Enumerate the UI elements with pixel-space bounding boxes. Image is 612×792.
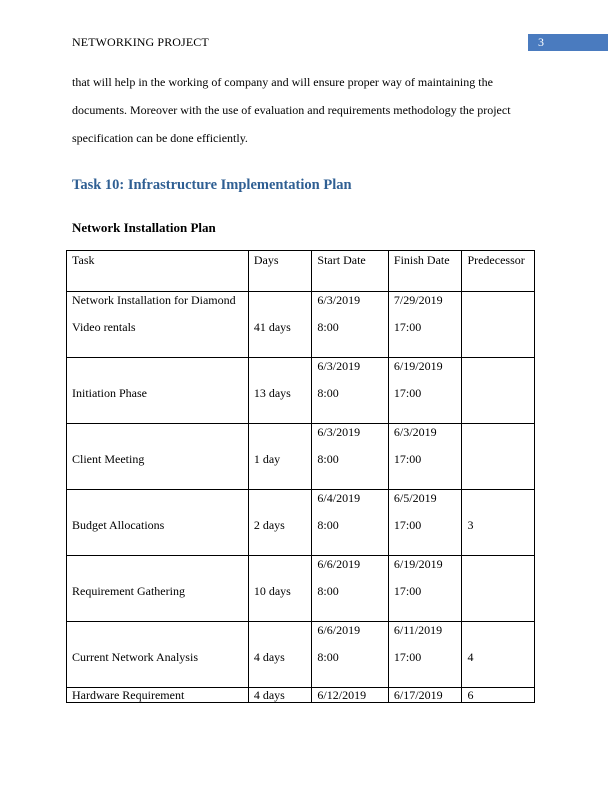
column-header [67,251,249,292]
predecessor-cell [462,424,535,490]
finish-date: 6/19/2019 [393,359,443,373]
days-text: 2 days [253,518,285,532]
finish-time: 17:00 [393,518,422,532]
table-row [67,424,535,490]
body-line: specification can be done efficiently. [72,131,248,145]
days-cell [248,688,312,703]
installation-plan-table [66,250,535,703]
task-text: Client Meeting [72,452,145,466]
running-header-title: NETWORKING PROJECT [72,35,209,49]
task-text: Video rentals [72,320,136,334]
column-header [388,251,462,292]
predecessor-text: 3 [467,518,474,532]
start-time: 8:00 [317,650,339,664]
start-date: 6/3/2019 [317,425,361,439]
start-cell [312,622,389,688]
column-header [312,251,389,292]
column-header-text: Finish Date [393,253,450,267]
start-time: 8:00 [317,452,339,466]
table-row [67,688,535,703]
finish-cell [388,358,462,424]
table-row [67,622,535,688]
days-text: 4 days [253,650,285,664]
start-cell [312,292,389,358]
column-header-text: Days [253,253,279,267]
predecessor-cell [462,688,535,703]
task-cell [67,556,249,622]
finish-time: 17:00 [393,320,422,334]
days-cell [248,490,312,556]
task-cell [67,490,249,556]
body-line: that will help in the working of company and will ensure proper way of maintaining the [72,75,493,89]
start-time: 8:00 [317,320,339,334]
predecessor-cell [462,556,535,622]
finish-cell [388,490,462,556]
start-cell [312,688,389,703]
days-text: 1 day [253,452,281,466]
finish-date: 6/11/2019 [393,623,443,637]
finish-time: 17:00 [393,650,422,664]
subsection-heading: Network Installation Plan [72,220,216,235]
start-date: 6/3/2019 [317,359,361,373]
task-text: Current Network Analysis [72,650,198,664]
start-cell [312,490,389,556]
finish-time: 17:00 [393,452,422,466]
task-cell [67,424,249,490]
start-date: 6/4/2019 [317,491,361,505]
start-cell [312,424,389,490]
predecessor-cell [462,490,535,556]
task-cell [67,292,249,358]
finish-date: 6/5/2019 [393,491,437,505]
days-text: 4 days [253,688,285,702]
column-header-text: Predecessor [467,253,525,267]
task-text: Hardware Requirement [72,688,185,702]
predecessor-text: 4 [467,650,474,664]
days-cell [248,292,312,358]
finish-cell [388,688,462,703]
finish-cell [388,556,462,622]
page-number-badge [528,34,608,51]
table-row [67,292,535,358]
days-text: 41 days [253,320,291,334]
table-row [67,556,535,622]
page-number: 3 [538,35,544,49]
days-cell [248,556,312,622]
body-line: documents. Moreover with the use of evaluation and requirements methodology the project [72,103,511,117]
finish-time: 17:00 [393,584,422,598]
task-cell [67,622,249,688]
start-cell [312,358,389,424]
table-header-row [67,251,535,292]
start-date: 6/12/2019 [317,688,367,702]
start-time: 8:00 [317,584,339,598]
task-text: Requirement Gathering [72,584,185,598]
finish-date: 6/17/2019 [393,688,443,702]
predecessor-text: 6 [467,688,474,702]
predecessor-cell [462,622,535,688]
column-header [248,251,312,292]
start-date: 6/6/2019 [317,623,361,637]
task-cell [67,358,249,424]
task-text: Budget Allocations [72,518,165,532]
finish-time: 17:00 [393,386,422,400]
table-row [67,358,535,424]
days-cell [248,622,312,688]
start-cell [312,556,389,622]
section-heading: Task 10: Infrastructure Implementation Plan [72,177,352,193]
column-header-text: Task [72,253,95,267]
task-text: Network Installation for Diamond [72,293,236,307]
predecessor-cell [462,358,535,424]
days-cell [248,424,312,490]
start-date: 6/6/2019 [317,557,361,571]
finish-date: 6/19/2019 [393,557,443,571]
column-header [462,251,535,292]
start-date: 6/3/2019 [317,293,361,307]
start-time: 8:00 [317,386,339,400]
body-paragraph [72,68,542,152]
finish-cell [388,424,462,490]
finish-cell [388,622,462,688]
days-text: 13 days [253,386,291,400]
finish-date: 6/3/2019 [393,425,437,439]
table-row [67,490,535,556]
task-text: Initiation Phase [72,386,147,400]
task-cell [67,688,249,703]
days-cell [248,358,312,424]
column-header-text: Start Date [317,253,366,267]
days-text: 10 days [253,584,291,598]
predecessor-cell [462,292,535,358]
start-time: 8:00 [317,518,339,532]
finish-cell [388,292,462,358]
finish-date: 7/29/2019 [393,293,443,307]
